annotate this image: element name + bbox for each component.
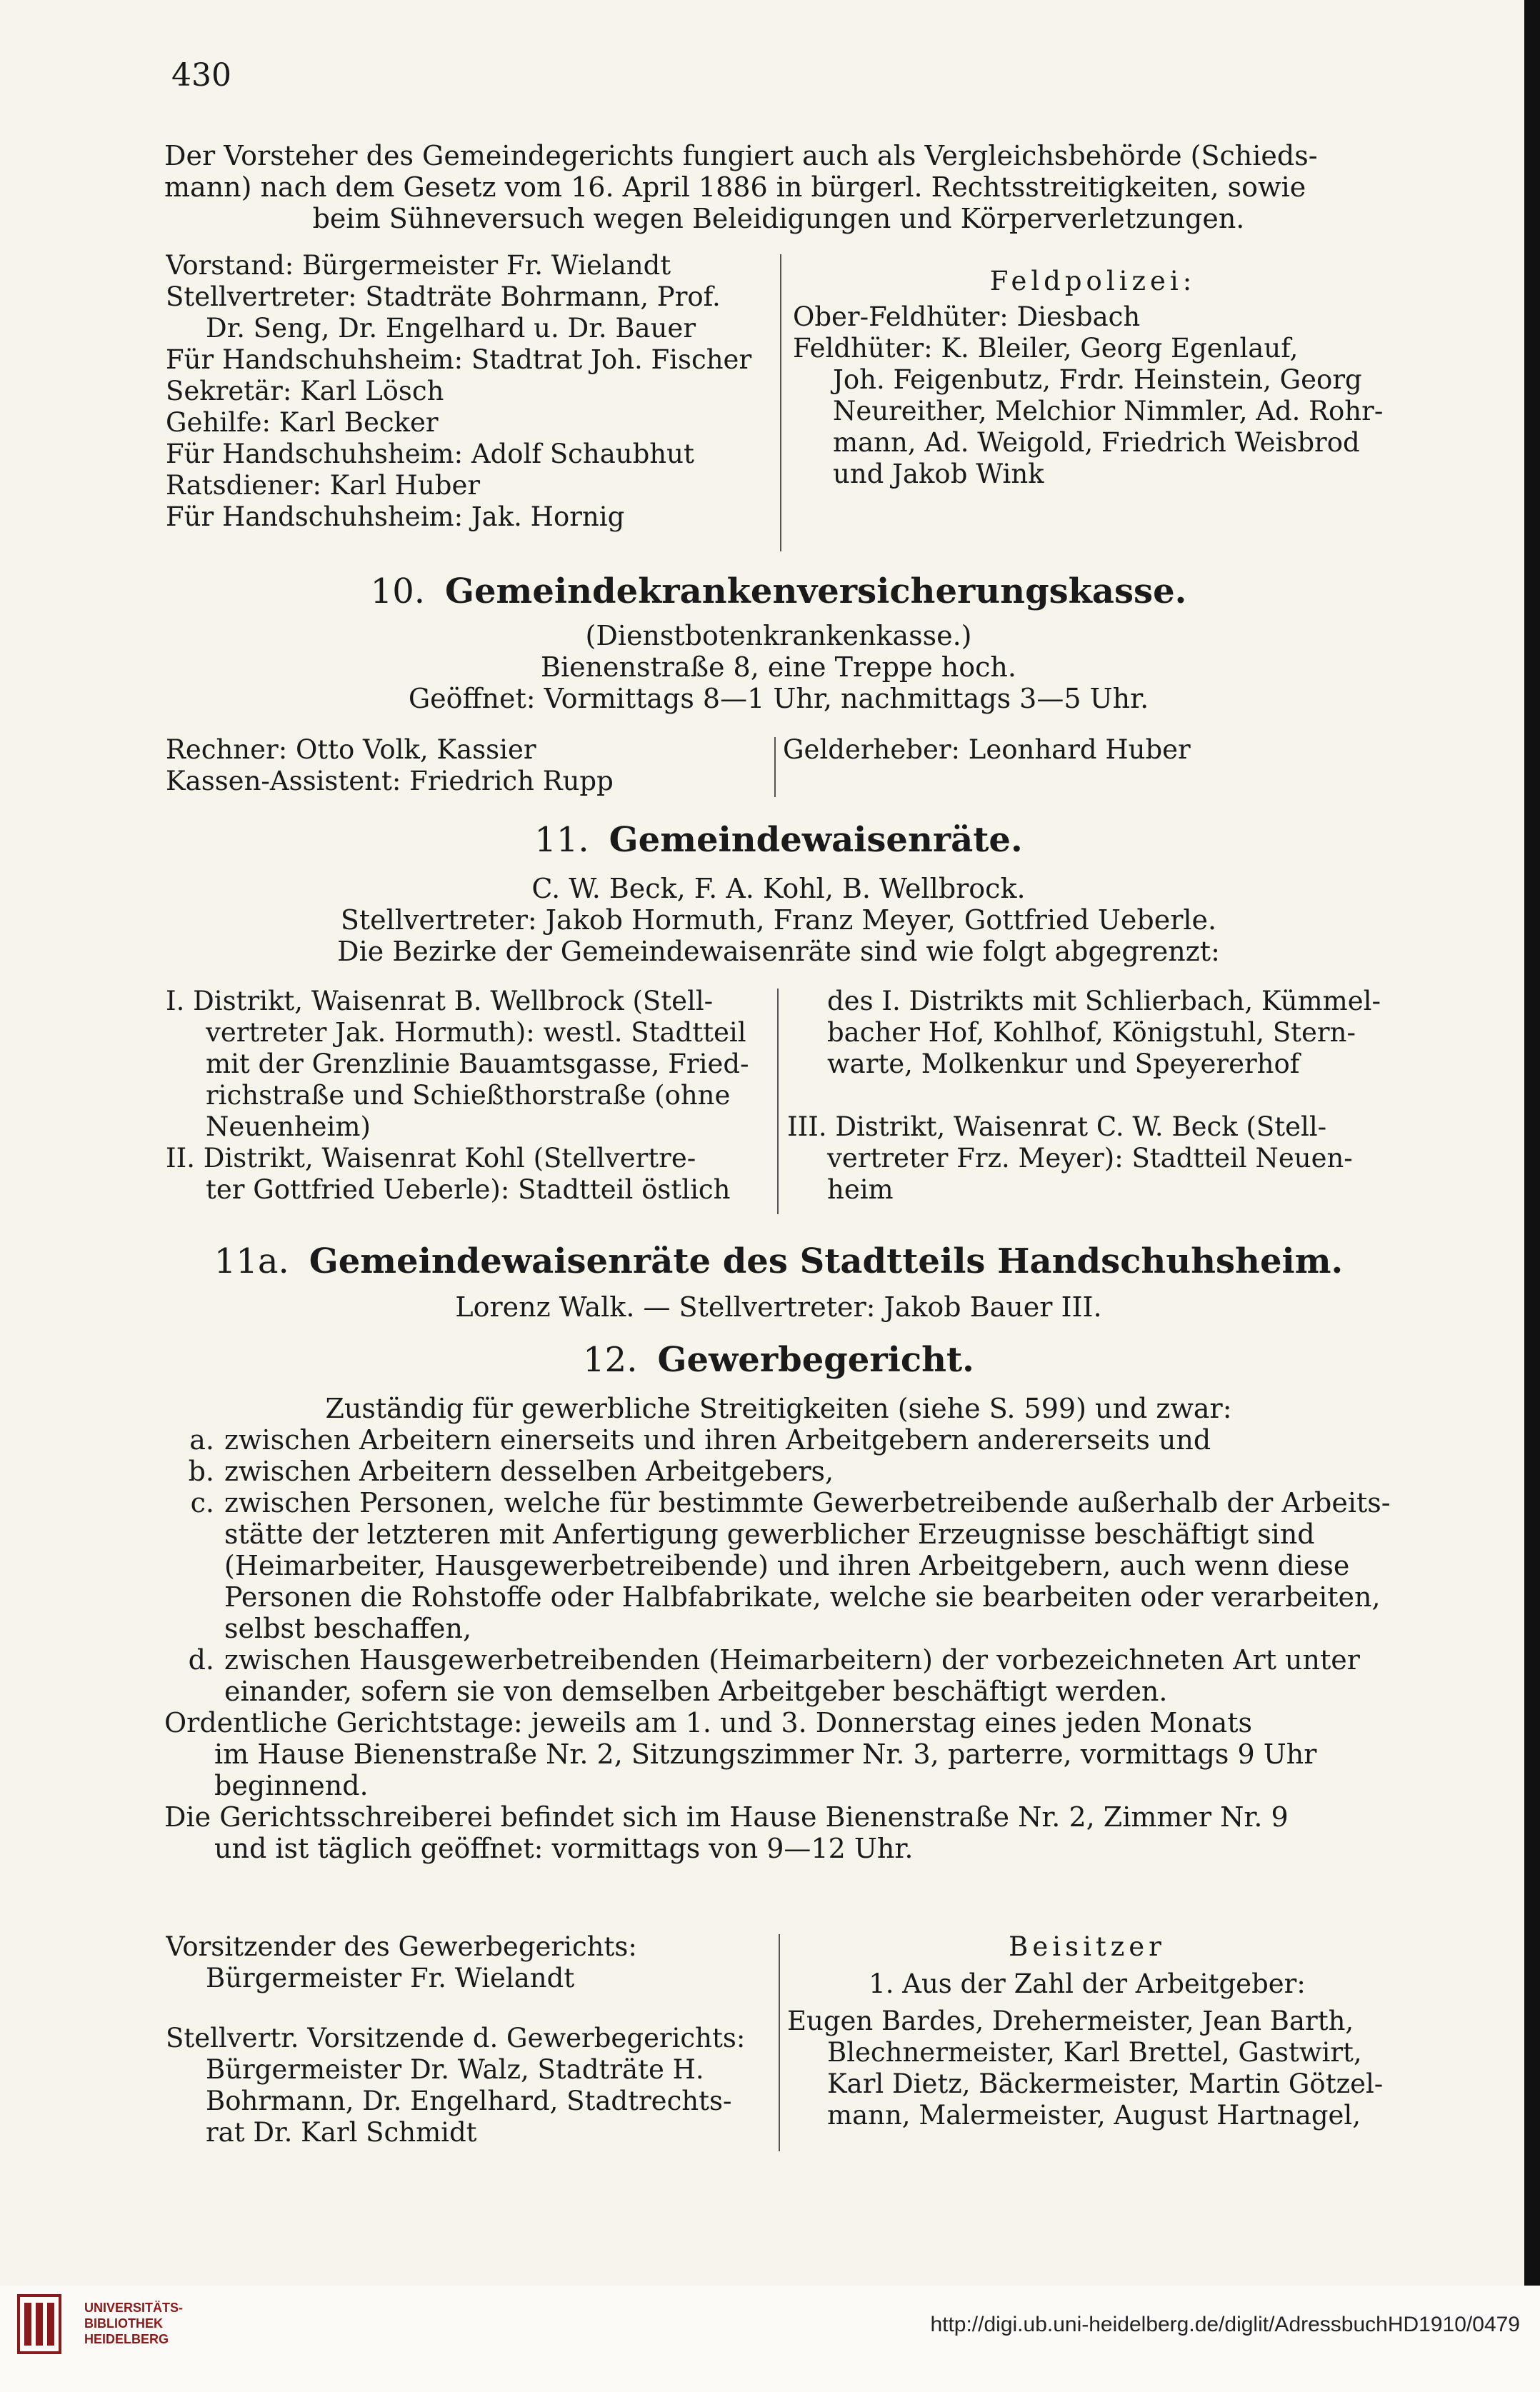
feldpolizei-line: Feldhüter: K. Bleiler, Georg Egenlauf, [793, 333, 1299, 364]
section-11a-heading [164, 1241, 1393, 1281]
section-12-heading [164, 1340, 1393, 1380]
column-divider [780, 254, 781, 551]
staff-line: Für Handschuhsheim: Jak. Hornig [166, 501, 625, 532]
list-line: einander, sofern sie von demselben Arbeitgeber beschäftigt werden. [224, 1676, 1168, 1707]
page-number: 430 [171, 57, 231, 94]
office-line: und ist täglich geöffnet: vormittags von 9—12 Uhr. [214, 1833, 914, 1864]
feldpolizei-line: und Jakob Wink [833, 459, 1044, 489]
intro-line: beim Sühneversuch wegen Beleidigungen und Körperverletzungen. [312, 203, 1245, 234]
list-item [164, 1644, 1393, 1707]
district-line: III. Distrikt, Waisenrat C. W. Beck (Stell- [787, 1111, 1327, 1142]
district-line: I. Distrikt, Waisenrat B. Wellbrock (Stell- [166, 986, 714, 1016]
section-11a-info [164, 1291, 1393, 1323]
staff-line: Gelderheber: Leonhard Huber [783, 734, 1191, 765]
info-line: Geöffnet: Vormittags 8—1 Uhr, nachmittags 3—5 Uhr. [408, 683, 1149, 714]
library-name-line: HEIDELBERG [84, 2332, 169, 2346]
district-line: bacher Hof, Kohlhof, Königstuhl, Stern- [827, 1017, 1356, 1048]
office-line: Die Gerichtsschreiberei befindet sich im Hause Bienenstraße Nr. 2, Zimmer Nr. 9 [164, 1801, 1289, 1833]
sittings-line: Ordentliche Gerichtstage: jeweils am 1. und 3. Donnerstag eines jeden Monats [164, 1707, 1253, 1738]
feldpolizei-line: mann, Ad. Weigold, Friedrich Weisbrod [833, 427, 1360, 458]
staff-line: rat Dr. Karl Schmidt [206, 2117, 477, 2148]
district-line: ter Gottfried Ueberle): Stadtteil östlich [206, 1174, 731, 1205]
section-title: Gemeindekrankenversicherungskasse. [445, 571, 1187, 611]
library-name-line: BIBLIOTHEK [84, 2316, 163, 2331]
library-name [84, 2300, 183, 2347]
section-10-left [166, 734, 766, 797]
district-line: vertreter Jak. Hormuth): westl. Stadtteil [206, 1017, 746, 1048]
section-12-right [787, 1931, 1387, 2131]
intro-line: Der Vorsteher des Gemeindegerichts fungiert auch als Vergleichsbehörde (Schieds- [164, 140, 1318, 171]
list-marker: b. [188, 1456, 214, 1487]
staff-line: Bohrmann, Dr. Engelhard, Stadtrechts- [206, 2086, 732, 2116]
column-divider [774, 737, 776, 797]
district-line: mit der Grenzlinie Bauamtsgasse, Fried- [206, 1049, 749, 1079]
section-11-info [164, 873, 1393, 967]
section-12-left [166, 1931, 766, 2148]
staff-line: Stellvertreter: Stadträte Bohrmann, Prof. [166, 281, 721, 312]
feldpolizei-title: Feldpolizei: [989, 266, 1196, 296]
staff-line: mann, Malermeister, August Hartnagel, [827, 2100, 1361, 2131]
staff-line: Für Handschuhsheim: Adolf Schaubhut [166, 439, 694, 469]
feldpolizei-column [793, 266, 1393, 490]
library-name-line: UNIVERSITÄTS- [84, 2301, 184, 2315]
section-11-heading [164, 820, 1393, 860]
sittings-line: im Hause Bienenstraße Nr. 2, Sitzungszimmer Nr. 3, parterre, vormittags 9 Uhr [214, 1738, 1317, 1770]
section-number: 11. [534, 820, 589, 860]
staff-line: Stellvertr. Vorsitzende d. Gewerbegerichts: [166, 2023, 746, 2053]
source-url[interactable]: http://digi.ub.uni-heidelberg.de/diglit/AdressbuchHD1910/0479 [930, 2313, 1520, 2336]
info-line: Bienenstraße 8, eine Treppe hoch. [541, 651, 1016, 683]
list-line: stätte der letzteren mit Anfertigung gewerblicher Erzeugnisse beschäftigt sind [224, 1518, 1315, 1550]
column-divider [777, 989, 779, 1214]
list-line: zwischen Arbeitern desselben Arbeitgebers, [224, 1456, 834, 1487]
blank-line [166, 1994, 766, 2023]
list-marker: a. [189, 1424, 214, 1456]
staff-line: Blechnermeister, Karl Brettel, Gastwirt, [827, 2037, 1362, 2068]
district-line: des I. Distrikts mit Schlierbach, Kümmel- [827, 986, 1381, 1016]
info-line: C. W. Beck, F. A. Kohl, B. Wellbrock. [531, 873, 1026, 904]
list-item [164, 1456, 1393, 1487]
staff-line: Kassen-Assistent: Friedrich Rupp [166, 766, 614, 796]
staff-line: Dr. Seng, Dr. Engelhard u. Dr. Bauer [206, 313, 696, 344]
intro-line: mann) nach dem Gesetz vom 16. April 1886 in bürgerl. Rechtsstreitigkeiten, sowie [164, 171, 1306, 203]
district-line: richstraße und Schießthorstraße (ohne [206, 1080, 731, 1111]
section-title: Gemeindewaisenräte. [609, 820, 1023, 860]
info-line: Lorenz Walk. — Stellvertreter: Jakob Bauer III. [455, 1291, 1102, 1323]
list-item [164, 1424, 1393, 1456]
staff-line: Gehilfe: Karl Becker [166, 407, 439, 438]
staff-line: Vorstand: Bürgermeister Fr. Wielandt [166, 250, 671, 281]
staff-line: Für Handschuhsheim: Stadtrat Joh. Fischer [166, 344, 752, 375]
section-number: 12. [583, 1340, 638, 1380]
info-line: Stellvertreter: Jakob Hormuth, Franz Meyer, Gottfried Ueberle. [340, 904, 1217, 936]
library-logo-icon [13, 2291, 66, 2357]
section-number: 10. [370, 571, 426, 611]
staff-line: Rechner: Otto Volk, Kassier [166, 734, 536, 765]
list-line: Personen die Rohstoffe oder Halbfabrikate, welche sie bearbeiten oder verarbeiten, [224, 1581, 1381, 1613]
district-line: heim [827, 1174, 894, 1205]
info-line: (Dienstbotenkrankenkasse.) [585, 620, 972, 651]
gericht-left-column [166, 250, 766, 533]
list-marker: d. [188, 1644, 214, 1676]
district-line: II. Distrikt, Waisenrat Kohl (Stellvertre- [166, 1143, 696, 1174]
section-11-left [166, 986, 766, 1206]
staff-line: Karl Dietz, Bäckermeister, Martin Götzel- [827, 2068, 1384, 2099]
district-line: warte, Molkenkur und Speyererhof [827, 1049, 1300, 1079]
list-item [164, 1487, 1393, 1644]
staff-line: Ratsdiener: Karl Huber [166, 470, 481, 501]
scan-edge [1524, 0, 1540, 2392]
section-title: Gemeindewaisenräte des Stadtteils Handschuhsheim. [309, 1241, 1344, 1281]
list-line: selbst beschaffen, [224, 1613, 472, 1644]
section-10-info [164, 620, 1393, 714]
sittings-line: beginnend. [214, 1770, 369, 1801]
footer-bar [0, 2286, 1540, 2392]
column-divider [779, 1934, 780, 2151]
feldpolizei-line: Ober-Feldhüter: Diesbach [793, 301, 1141, 332]
list-marker: c. [190, 1487, 214, 1518]
section-11-right [787, 986, 1387, 1206]
list-line: zwischen Personen, welche für bestimmte Gewerbetreibende außerhalb der Arbeits- [224, 1487, 1391, 1518]
feldpolizei-line: Joh. Feigenbutz, Frdr. Heinstein, Georg [833, 364, 1362, 395]
staff-line: Sekretär: Karl Lösch [166, 376, 444, 406]
list-line: zwischen Arbeitern einerseits und ihren Arbeitgebern andererseits und [224, 1424, 1211, 1456]
beisitzer-title: Beisitzer [1009, 1931, 1166, 1962]
district-line: Neuenheim) [206, 1111, 371, 1142]
section-10-right [783, 734, 1383, 766]
beisitzer-subtitle: 1. Aus der Zahl der Arbeitgeber: [869, 1968, 1306, 1999]
staff-line: Bürgermeister Dr. Walz, Stadträte H. [206, 2054, 704, 2085]
list-line: (Heimarbeiter, Hausgewerbetreibende) und ihren Arbeitgebern, auch wenn diese [224, 1550, 1350, 1581]
section-12-body [164, 1393, 1393, 1864]
district-line: vertreter Frz. Meyer): Stadtteil Neuen- [827, 1143, 1353, 1174]
staff-line: Bürgermeister Fr. Wielandt [206, 1963, 575, 1993]
feldpolizei-line: Neureither, Melchior Nimmler, Ad. Rohr- [833, 396, 1384, 426]
intro-paragraph [164, 140, 1393, 234]
section-10-heading [164, 571, 1393, 611]
section-number: 11a. [214, 1241, 289, 1281]
staff-line: Eugen Bardes, Drehermeister, Jean Barth, [787, 2006, 1354, 2036]
info-line: Die Bezirke der Gemeindewaisenräte sind wie folgt abgegrenzt: [337, 936, 1220, 967]
list-line: zwischen Hausgewerbetreibenden (Heimarbeitern) der vorbezeichneten Art unter [224, 1644, 1360, 1676]
info-line: Zuständig für gewerbliche Streitigkeiten (siehe S. 599) und zwar: [325, 1393, 1232, 1424]
staff-line: Vorsitzender des Gewerbegerichts: [166, 1931, 637, 1962]
section-title: Gewerbegericht. [657, 1340, 974, 1380]
